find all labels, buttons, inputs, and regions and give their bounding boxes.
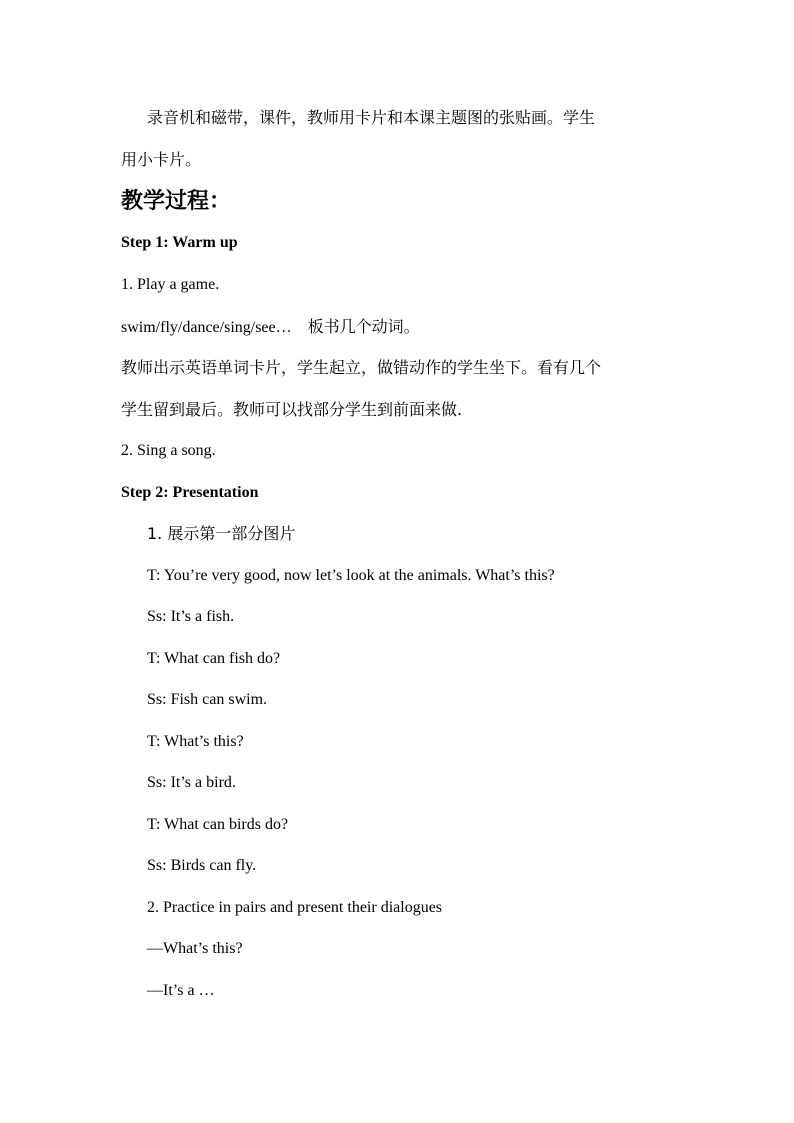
materials-line-2: 用小卡片。 xyxy=(121,150,202,169)
dialogue-line: T: What can birds do? xyxy=(147,816,289,833)
dialogue-line: Ss: It’s a bird. xyxy=(147,774,236,791)
step1-desc-line-1: 教师出示英语单词卡片，学生起立，做错动作的学生坐下。看有几个 xyxy=(121,358,602,377)
pair-question: —What’s this? xyxy=(147,940,243,957)
dialogue-line: T: What’s this? xyxy=(147,733,244,750)
process-heading: 教学过程： xyxy=(121,189,232,214)
dialogue-line: T: What can fish do? xyxy=(147,650,281,667)
step1-verbs: swim/fly/dance/sing/see… xyxy=(121,319,292,336)
dialogue-line: Ss: It’s a fish. xyxy=(147,608,235,625)
step1-item2: 2. Sing a song. xyxy=(121,442,216,459)
dialogue-line: Ss: Birds can fly. xyxy=(147,857,257,874)
step1-verbs-line xyxy=(121,317,420,338)
step1-item1: 1. Play a game. xyxy=(121,276,220,293)
step1-desc-line-2: 学生留到最后。教师可以找部分学生到前面来做. xyxy=(121,400,463,419)
pair-answer: —It’s a … xyxy=(147,982,215,999)
dialogue-line: Ss: Fish can swim. xyxy=(147,691,268,708)
materials-line-1: 录音机和磁带，课件，教师用卡片和本课主题图的张贴画。学生 xyxy=(147,108,596,127)
step1-verbs-note: 板书几个动词。 xyxy=(307,317,420,336)
dialogue-line: T: You’re very good, now let’s look at the animals. What’s this? xyxy=(147,567,555,584)
step2-item1: 1. 展示第一部分图片 xyxy=(147,524,296,543)
step1-title: Step 1: Warm up xyxy=(121,234,238,251)
step2-title: Step 2: Presentation xyxy=(121,484,259,501)
step2-item2: 2. Practice in pairs and present their dialogues xyxy=(147,899,443,916)
